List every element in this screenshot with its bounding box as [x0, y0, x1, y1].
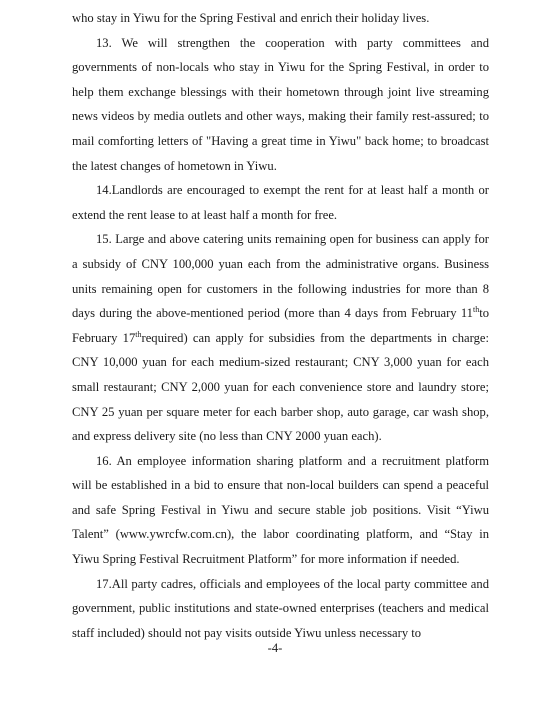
paragraph-17: 17.All party cadres, officials and employees of the local party committee and government, public institutions and state-owned enterprises (teachers and medical staff included) should not pay visits outside Yiwu unless necessary to [72, 576, 489, 640]
paragraph-16: 16. An employee information sharing platform and a recruitment platform will be established in a bid to ensure that non-local builders can spend a peaceful and safe Spring Festival in Yiwu and secure stable job positions. Visit “Yiwu Talent” (www.ywrcfw.com.cn), the labor coordinating platform, and “Stay in Yiwu Spring Festival Recruitment Platform” for more information if needed. [72, 453, 489, 567]
paragraph-15-part1: 15. Large and above catering units remaining open for business can apply for a subsidy of CNY 100,000 yuan each from the administrative organs. Business units remaining open for customers in the following industries for more than 8 days during the above-mentioned period (more than 4 days from February 11 [72, 232, 489, 321]
page-number: -4- [267, 641, 283, 655]
paragraph-12-tail: who stay in Yiwu for the Spring Festival and enrich their holiday lives. [72, 11, 430, 25]
paragraph-13: 13. We will strengthen the cooperation with party committees and governments of non-locals who stay in Yiwu for the Spring Festival, in order to help them exchange blessings with their hometown through joint live streaming news videos by media outlets and other ways, making their family rest-assured; to mail comforting letters of "Having a great time in Yiwu" back home; to broadcast the latest changes of hometown in Yiwu. [72, 35, 489, 173]
paragraph-15 [72, 227, 489, 448]
paragraph-14: 14.Landlords are encouraged to exempt the rent for at least half a month or extend the rent lease to at least half a month for free. [72, 183, 489, 222]
ordinal-suffix: th [472, 304, 480, 314]
document-body [72, 6, 489, 645]
ordinal-suffix: th [135, 329, 142, 339]
paragraph-15-part3: required) can apply for subsidies from the departments in charge: CNY 10,000 yuan for each medium-sized restaurant; CNY 3,000 yuan for each small restaurant; CNY 2,000 yuan for each convenience store and laundry store; CNY 25 yuan per square meter for each barber shop, auto garage, car wash shop, and express delivery site (no less than CNY 2000 yuan each). [72, 330, 489, 444]
paragraph-15-part2: to February 17 [72, 306, 489, 345]
